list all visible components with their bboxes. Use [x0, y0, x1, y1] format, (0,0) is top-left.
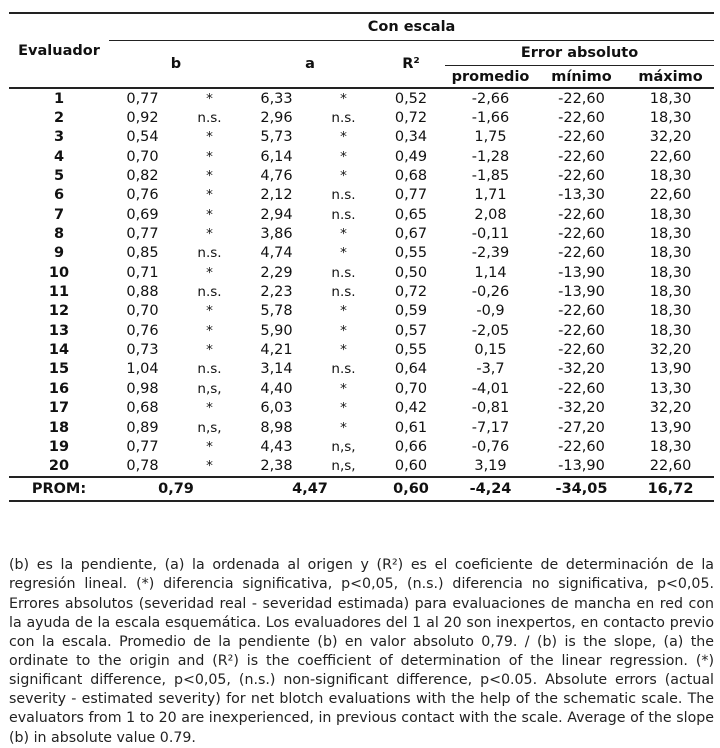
cell-b: 0,71 — [126, 264, 159, 281]
table-row — [9, 205, 714, 224]
cell-evaluador: 8 — [53, 226, 65, 243]
cell-b: 0,68 — [126, 400, 159, 417]
header-minimo: mínimo — [536, 66, 627, 89]
cell-a: 6,14 — [260, 148, 293, 165]
cell-b: 0,73 — [126, 342, 159, 359]
cell-b: 0,88 — [126, 284, 159, 301]
cell-maximo: 18,30 — [649, 226, 692, 243]
cell-a-significance: * — [340, 245, 347, 262]
cell-promedio: -2,39 — [471, 245, 510, 262]
cell-promedio: -1,66 — [471, 110, 510, 127]
cell-r2: 0,34 — [394, 129, 428, 146]
cell-a: 8,98 — [260, 419, 293, 436]
cell-r2: 0,59 — [394, 303, 428, 320]
cell-maximo: 18,30 — [649, 303, 692, 320]
cell-promedio: 1,71 — [474, 187, 507, 204]
cell-minimo: -22,60 — [558, 168, 605, 185]
cell-a-significance: n.s. — [331, 361, 356, 378]
cell-a: 2,38 — [260, 458, 293, 475]
cell-evaluador: 11 — [48, 284, 70, 301]
cell-b: 0,76 — [126, 322, 159, 339]
cell-prom-label: PROM: — [9, 477, 109, 501]
cell-b: 0,54 — [126, 129, 159, 146]
cell-a-significance: n.s. — [331, 264, 356, 281]
cell-b: 0,69 — [126, 206, 159, 223]
header-r2: R² — [377, 41, 445, 89]
cell-prom-minimo: -34,05 — [536, 477, 627, 501]
cell-b-significance: * — [206, 148, 213, 165]
cell-b: 0,77 — [126, 438, 159, 455]
cell-b-significance: * — [206, 187, 213, 204]
cell-minimo: -22,60 — [558, 322, 605, 339]
cell-r2: 0,77 — [394, 187, 428, 204]
cell-b-significance: * — [206, 90, 213, 107]
cell-b-significance: n.s. — [197, 361, 222, 378]
cell-promedio: -0,9 — [476, 303, 505, 320]
cell-r2: 0,50 — [394, 264, 428, 281]
cell-promedio: -0,76 — [471, 438, 510, 455]
header-con-escala: Con escala — [109, 13, 714, 41]
cell-r2: 0,64 — [394, 361, 428, 378]
cell-maximo: 18,30 — [649, 168, 692, 185]
cell-promedio: -2,66 — [471, 90, 510, 107]
cell-evaluador: 12 — [48, 303, 70, 320]
cell-minimo: -22,60 — [558, 148, 605, 165]
cell-evaluador: 7 — [53, 206, 65, 223]
cell-r2: 0,66 — [394, 438, 428, 455]
cell-maximo: 18,30 — [649, 284, 692, 301]
cell-evaluador: 3 — [53, 129, 65, 146]
cell-a-significance: * — [340, 226, 347, 243]
cell-b: 0,78 — [126, 458, 159, 475]
cell-b: 0,92 — [126, 110, 159, 127]
table-row — [9, 147, 714, 166]
cell-a-significance: n.s. — [331, 206, 356, 223]
cell-b-significance: * — [206, 458, 213, 475]
cell-b-significance: * — [206, 400, 213, 417]
table-row — [9, 128, 714, 147]
cell-promedio: 1,75 — [474, 129, 507, 146]
cell-a: 2,23 — [260, 284, 293, 301]
cell-a: 4,43 — [260, 438, 293, 455]
cell-promedio: 0,15 — [474, 342, 507, 359]
cell-a: 4,40 — [260, 380, 293, 397]
cell-promedio: 2,08 — [474, 206, 507, 223]
cell-b: 0,89 — [126, 419, 159, 436]
cell-a: 6,03 — [260, 400, 293, 417]
cell-b-significance: * — [206, 438, 213, 455]
cell-maximo: 13,90 — [649, 361, 692, 378]
cell-r2: 0,67 — [394, 226, 428, 243]
cell-a-significance: n,s, — [331, 458, 356, 475]
cell-a: 5,73 — [260, 129, 293, 146]
table-row — [9, 263, 714, 282]
cell-minimo: -32,20 — [558, 400, 605, 417]
cell-a-significance: n.s. — [331, 110, 356, 127]
table-row — [9, 321, 714, 340]
cell-b: 0,82 — [126, 168, 159, 185]
cell-prom-b: 0,79 — [109, 477, 243, 501]
cell-r2: 0,65 — [394, 206, 428, 223]
cell-b-significance: * — [206, 303, 213, 320]
cell-r2: 0,60 — [394, 458, 428, 475]
header-maximo: máximo — [627, 66, 714, 89]
cell-b: 0,76 — [126, 187, 159, 204]
cell-a-significance: * — [340, 168, 347, 185]
cell-a: 5,90 — [260, 322, 293, 339]
cell-maximo: 18,30 — [649, 206, 692, 223]
cell-maximo: 13,90 — [649, 419, 692, 436]
cell-b-significance: * — [206, 322, 213, 339]
cell-evaluador: 4 — [53, 148, 65, 165]
header-b: b — [109, 41, 243, 89]
cell-evaluador: 2 — [53, 110, 65, 127]
cell-minimo: -13,90 — [558, 264, 605, 281]
cell-minimo: -22,60 — [558, 438, 605, 455]
cell-promedio: -3,7 — [476, 361, 505, 378]
cell-evaluador: 20 — [48, 458, 70, 475]
cell-r2: 0,61 — [394, 419, 428, 436]
cell-a: 6,33 — [260, 90, 293, 107]
cell-b-significance: n,s, — [197, 380, 222, 397]
table-row — [9, 224, 714, 243]
cell-promedio: -2,05 — [471, 322, 510, 339]
table-body — [9, 88, 714, 501]
cell-maximo: 32,20 — [649, 342, 692, 359]
cell-a: 2,96 — [260, 110, 293, 127]
cell-b-significance: n.s. — [197, 284, 222, 301]
cell-maximo: 13,30 — [649, 380, 692, 397]
table-row — [9, 302, 714, 321]
cell-a-significance: * — [340, 400, 347, 417]
cell-b: 0,85 — [126, 245, 159, 262]
cell-b-significance: * — [206, 168, 213, 185]
cell-a-significance: * — [340, 303, 347, 320]
cell-evaluador: 15 — [48, 361, 70, 378]
cell-prom-r2: 0,60 — [377, 477, 445, 501]
table-row — [9, 457, 714, 477]
cell-minimo: -27,20 — [558, 419, 605, 436]
cell-a: 5,78 — [260, 303, 293, 320]
cell-promedio: -1,85 — [471, 168, 510, 185]
cell-evaluador: 19 — [48, 438, 70, 455]
cell-maximo: 22,60 — [649, 187, 692, 204]
cell-a-significance: * — [340, 90, 347, 107]
cell-promedio: 1,14 — [474, 264, 507, 281]
table-row — [9, 108, 714, 127]
cell-a: 2,29 — [260, 264, 293, 281]
cell-minimo: -13,30 — [558, 187, 605, 204]
cell-minimo: -22,60 — [558, 110, 605, 127]
results-table — [9, 12, 714, 502]
cell-a-significance: * — [340, 342, 347, 359]
cell-minimo: -22,60 — [558, 226, 605, 243]
header-promedio: promedio — [445, 66, 536, 89]
cell-maximo: 22,60 — [649, 458, 692, 475]
cell-minimo: -22,60 — [558, 129, 605, 146]
cell-r2: 0,49 — [394, 148, 428, 165]
cell-maximo: 18,30 — [649, 322, 692, 339]
cell-b: 0,77 — [126, 90, 159, 107]
cell-minimo: -22,60 — [558, 342, 605, 359]
cell-b-significance: n,s, — [197, 419, 222, 436]
cell-minimo: -22,60 — [558, 380, 605, 397]
cell-maximo: 18,30 — [649, 438, 692, 455]
table-footnote: (b) es la pendiente, (a) la ordenada al origen y (R²) es el coeficiente de determinación de la regresión lineal. (*) diferencia significativa, p<0,05, (n.s.) diferencia no significativa, p<0,05. Errores absolutos (severidad real - severidad estimada) para evaluaciones de mancha en red con la ayuda de la escala esquemática. Los evaluadores del 1 al 20 son inexpertos, en contacto previo con la escala. Promedio de la pendiente (b) en valor absoluto 0,79. / (b) is the slope, (a) the ordinate to the origin and (R²) is the coefficient of determination of the linear regression. (*) significant difference, p<0,05, (n.s.) non-significant difference, p<0.05. Absolute errors (actual severity - estimated severity) for net blotch evaluations with the help of the schematic scale. The evaluators from 1 to 20 are inexperienced, in previous contact with the scale. Average of the slope (b) in absolute value 0.79. — [9, 557, 714, 746]
table-row — [9, 244, 714, 263]
cell-b-significance: n.s. — [197, 110, 222, 127]
cell-maximo: 32,20 — [649, 129, 692, 146]
cell-promedio: -0,81 — [471, 400, 510, 417]
table-row — [9, 166, 714, 185]
cell-evaluador: 18 — [48, 419, 70, 436]
cell-evaluador: 17 — [48, 400, 70, 417]
cell-evaluador: 13 — [48, 322, 70, 339]
cell-a: 4,76 — [260, 168, 293, 185]
cell-a-significance: * — [340, 148, 347, 165]
cell-minimo: -22,60 — [558, 303, 605, 320]
cell-evaluador: 5 — [53, 168, 65, 185]
cell-a-significance: n,s, — [331, 438, 356, 455]
cell-a-significance: * — [340, 380, 347, 397]
cell-evaluador: 1 — [53, 90, 65, 107]
cell-promedio: 3,19 — [474, 458, 507, 475]
cell-minimo: -32,20 — [558, 361, 605, 378]
cell-prom-promedio: -4,24 — [445, 477, 536, 501]
cell-r2: 0,72 — [394, 284, 428, 301]
table-row — [9, 340, 714, 359]
cell-a: 3,86 — [260, 226, 293, 243]
cell-r2: 0,52 — [394, 90, 428, 107]
cell-maximo: 18,30 — [649, 264, 692, 281]
cell-maximo: 18,30 — [649, 110, 692, 127]
table-row-average — [9, 477, 714, 501]
table-row — [9, 437, 714, 456]
cell-promedio: -0,26 — [471, 284, 510, 301]
cell-minimo: -22,60 — [558, 90, 605, 107]
cell-a-significance: * — [340, 419, 347, 436]
cell-b: 0,70 — [126, 303, 159, 320]
cell-a-significance: n.s. — [331, 187, 356, 204]
cell-a-significance: n.s. — [331, 284, 356, 301]
cell-evaluador: 9 — [53, 245, 65, 262]
cell-b-significance: * — [206, 226, 213, 243]
cell-b-significance: * — [206, 264, 213, 281]
cell-evaluador: 10 — [48, 264, 70, 281]
cell-r2: 0,55 — [394, 342, 428, 359]
cell-promedio: -1,28 — [471, 148, 510, 165]
cell-maximo: 18,30 — [649, 245, 692, 262]
cell-evaluador: 16 — [48, 380, 70, 397]
cell-b: 0,70 — [126, 148, 159, 165]
cell-a: 4,21 — [260, 342, 293, 359]
cell-b-significance: * — [206, 129, 213, 146]
cell-r2: 0,70 — [394, 380, 428, 397]
cell-evaluador: 6 — [53, 187, 65, 204]
cell-b-significance: * — [206, 342, 213, 359]
cell-promedio: -0,11 — [471, 226, 510, 243]
cell-prom-maximo: 16,72 — [627, 477, 714, 501]
header-error-absoluto: Error absoluto — [445, 41, 714, 66]
cell-maximo: 32,20 — [649, 400, 692, 417]
cell-promedio: -4,01 — [471, 380, 510, 397]
table-row — [9, 418, 714, 437]
cell-r2: 0,72 — [394, 110, 428, 127]
table-row — [9, 282, 714, 301]
cell-prom-a: 4,47 — [243, 477, 377, 501]
cell-a-significance: * — [340, 322, 347, 339]
cell-r2: 0,42 — [394, 400, 428, 417]
header-a: a — [243, 41, 377, 89]
cell-a: 2,94 — [260, 206, 293, 223]
table-row — [9, 186, 714, 205]
cell-b: 0,77 — [126, 226, 159, 243]
cell-b-significance: * — [206, 206, 213, 223]
cell-b: 0,98 — [126, 380, 159, 397]
cell-minimo: -13,90 — [558, 284, 605, 301]
table-row — [9, 360, 714, 379]
cell-promedio: -7,17 — [471, 419, 510, 436]
cell-r2: 0,68 — [394, 168, 428, 185]
table-row — [9, 399, 714, 418]
cell-evaluador: 14 — [48, 342, 70, 359]
cell-minimo: -13,90 — [558, 458, 605, 475]
cell-a: 3,14 — [260, 361, 293, 378]
cell-a: 2,12 — [260, 187, 293, 204]
cell-a-significance: * — [340, 129, 347, 146]
cell-b-significance: n.s. — [197, 245, 222, 262]
cell-maximo: 22,60 — [649, 148, 692, 165]
cell-r2: 0,57 — [394, 322, 428, 339]
cell-maximo: 18,30 — [649, 90, 692, 107]
cell-r2: 0,55 — [394, 245, 428, 262]
header-evaluador: Evaluador — [9, 13, 109, 88]
cell-a: 4,74 — [260, 245, 293, 262]
cell-minimo: -22,60 — [558, 245, 605, 262]
table-row — [9, 88, 714, 108]
cell-b: 1,04 — [126, 361, 159, 378]
table-row — [9, 379, 714, 398]
cell-minimo: -22,60 — [558, 206, 605, 223]
